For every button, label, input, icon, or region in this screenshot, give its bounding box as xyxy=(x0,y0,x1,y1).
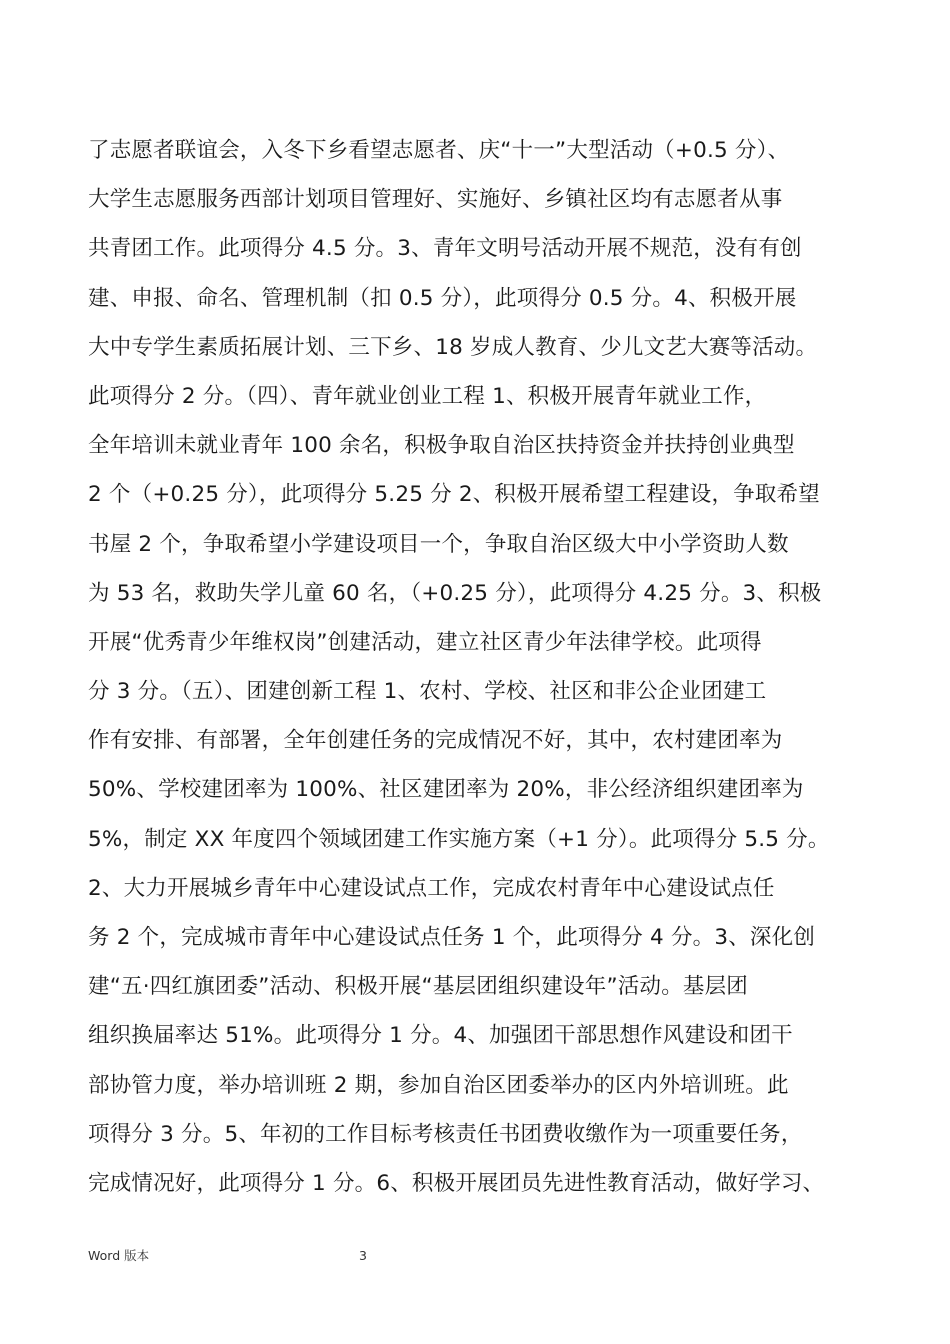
footer-label: Word 版本 xyxy=(88,1248,150,1263)
text-line: 建“五·四红旗团委”活动、积极开展“基层团组织建设年”活动。基层团 xyxy=(88,974,748,1000)
text-line: 50%、学校建团率为 100%、社区建团率为 20%，非公经济组织建团率为 xyxy=(88,777,804,803)
text-line: 部协管力度，举办培训班 2 期，参加自治区团委举办的区内外培训班。此 xyxy=(88,1072,789,1098)
text-line: 作有安排、有部署，全年创建任务的完成情况不好，其中，农村建团率为 xyxy=(88,728,783,754)
text-line: 全年培训未就业青年 100 余名，积极争取自治区扶持资金并扶持创业典型 xyxy=(88,433,795,459)
text-line: 书屋 2 个，争取希望小学建设项目一个，争取自治区级大中小学资助人数 xyxy=(88,531,789,557)
text-line: 此项得分 2 分。（四）、青年就业创业工程 1、积极开展青年就业工作， xyxy=(88,383,767,409)
text-line: 项得分 3 分。5、年初的工作目标考核责任书团费收缴作为一项重要任务， xyxy=(88,1121,803,1147)
text-line: 为 53 名，救助失学儿童 60 名，（+0.25 分），此项得分 4.25 分。3、积极 xyxy=(88,580,822,606)
text-line: 大学生志愿服务西部计划项目管理好、实施好、乡镇社区均有志愿者从事 xyxy=(88,187,783,213)
text-line: 组织换届率达 51%。此项得分 1 分。4、加强团干部思想作风建设和团干 xyxy=(88,1023,793,1049)
text-line: 2 个（+0.25 分），此项得分 5.25 分 2、积极开展希望工程建设，争取希望 xyxy=(88,482,820,508)
text-line: 共青团工作。此项得分 4.5 分。3、青年文明号活动开展不规范，没有有创 xyxy=(88,236,802,262)
text-line: 了志愿者联谊会，入冬下乡看望志愿者、庆“十一”大型活动（+0.5 分）、 xyxy=(88,138,790,163)
text-line: 5%，制定 XX 年度四个领域团建工作实施方案（+1 分）。此项得分 5.5 分。 xyxy=(88,826,830,852)
text-line: 2、大力开展城乡青年中心建设试点工作，完成农村青年中心建设试点任 xyxy=(88,875,775,901)
text-line: 务 2 个，完成城市青年中心建设试点任务 1 个，此项得分 4 分。3、深化创 xyxy=(88,925,816,950)
text-line: 完成情况好，此项得分 1 分。6、积极开展团员先进性教育活动，做好学习、 xyxy=(88,1170,825,1196)
page-number: 3 xyxy=(359,1248,367,1263)
body-text xyxy=(88,126,878,1208)
text-line: 大中专学生素质拓展计划、三下乡、18 岁成人教育、少儿文艺大赛等活动。 xyxy=(88,334,818,360)
text-line: 建、申报、命名、管理机制（扣 0.5 分），此项得分 0.5 分。4、积极开展 xyxy=(88,285,797,311)
text-line: 开展“优秀青少年维权岗”创建活动，建立社区青少年法律学校。此项得 xyxy=(88,629,762,655)
text-line: 分 3 分。（五）、团建创新工程 1、农村、学校、社区和非公企业团建工 xyxy=(88,679,767,705)
